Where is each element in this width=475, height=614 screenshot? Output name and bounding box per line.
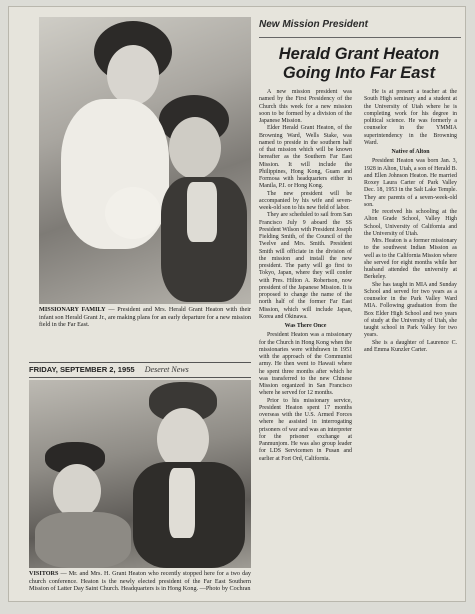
dateline-date: FRIDAY, SEPTEMBER 2, 1955 <box>29 365 135 374</box>
article-paragraph: She has taught in MIA and Sunday School and served for two years as a counselor in the Park Valley Ward MIA. Following graduation from the Box Elder High School and two years of study at the University of Utah, she taught school in Park Valley for two years. <box>364 281 457 339</box>
dateline <box>29 362 251 378</box>
article-column-1 <box>259 89 352 463</box>
photo-caption-visitors <box>29 570 251 593</box>
article-paragraph: President Heaton was a missionary for the Church in Hong Kong when the missionaries were withdrawn in 1951 with the approach of the Communist army. He then went to Hawaii where he spent three months after which he was transferred to the new Chinese Mission organized in San Francisco where he served for 12 months. <box>259 332 352 397</box>
article-paragraph: She is a daughter of Laurence C. and Emma Kunzler Carter. <box>364 339 457 353</box>
article-column-2 <box>364 89 457 354</box>
article-paragraph: Prior to his missionary service, President Heaton spent 17 months overseas with the U.S. Armed Forces where he assisted in interrogating prisoners of war and was an interpreter for the prisoner exchange at Panmunjom. He was also group leader for LDS Servicemen in Pusan and earlier at Fort Ord, California. <box>259 397 352 462</box>
article-paragraph: He received his schooling at the Alton Grade School, Valley High School, University of California and the University of Utah. <box>364 209 457 237</box>
caption-text: — Mr. and Mrs. H. Grant Heaton who recently stopped here for a two day church conference. Heaton is the newly elected president of the Far East Southern Mission of Latter Day Saint Church. Headquarters is in Hong Kong. —Photo by Cochran <box>29 570 251 593</box>
visitors-photo <box>29 380 251 568</box>
photo-caption-family <box>39 306 251 329</box>
article-paragraph: They are scheduled to sail from San Francisco July 9 aboard the SS President Wilson with President Joseph Fielding Smith, of the Council of the Twelve and Mrs. Smith. President Smith will officiate in the division of the mission and install the new president. The party will go first to Tokyo, Japan, where they will confer with Pres. Hilton A. Robertson, now president of the Japanese Mission. It is proposed to change the name of the north half of the former Far East Mission, which will include Japan, Korea and Okinawa. <box>259 212 352 320</box>
kicker-rule <box>259 37 461 38</box>
caption-label: VISITORS <box>29 570 59 577</box>
article-subhead: Was There Once <box>284 323 327 329</box>
section-kicker: New Mission President <box>259 19 368 30</box>
article-paragraph: The new president will be accompanied by his wife and seven-week-old son to his new field of labor. <box>259 190 352 211</box>
caption-text: — President and Mrs. Herald Grant Heaton with their infant son Herald Grant Jr., are making plans for an early departure for a new mission field in the Far East. <box>39 306 251 329</box>
article-paragraph: He is at present a teacher at the South High seminary and a student at the University of Utah where he is completing work for his degree in political science. He was formerly a counselor in the YMMIA superintendency in the Browning Ward. <box>364 89 457 146</box>
dateline-handwritten-note: Deseret News <box>144 365 189 374</box>
article-subhead: Native of Alton <box>391 149 430 155</box>
article-paragraph: Elder Herald Grant Heaton, of the Browning Ward, Wells Stake, was named to preside in the southern half of that mission which will be known hereafter as the Southern Far East Mission. It will include the Philippines, Hong Kong, Guam and Formosa with headquarters either in Manila, P.I. or Hong Kong. <box>259 125 352 190</box>
article-paragraph: President Heaton was born Jan. 3, 1928 in Alton, Utah, a son of Herald B. and Ellen Johnson Heaton. He married Roxey Laura Carter of Park Valley Dec. 18, 1953 in the Salt Lake Temple. They are parents of a seven-week-old son. <box>364 158 457 208</box>
article-paragraph: Mrs. Heaton is a former missionary to the southwest Indian Mission as well as to the California Mission where she served for eight months while her husband attended the university at Berkeley. <box>364 238 457 281</box>
caption-label: MISSIONARY FAMILY <box>39 306 106 313</box>
missionary-family-photo <box>39 17 251 304</box>
article-headline: Herald Grant Heaton Going Into Far East <box>278 45 440 82</box>
article-paragraph: A new mission president was named by the First Presidency of the Church this week for a new mission soon to be formed by a division of the Japanese Mission. <box>259 89 352 124</box>
newspaper-clipping <box>8 6 466 602</box>
